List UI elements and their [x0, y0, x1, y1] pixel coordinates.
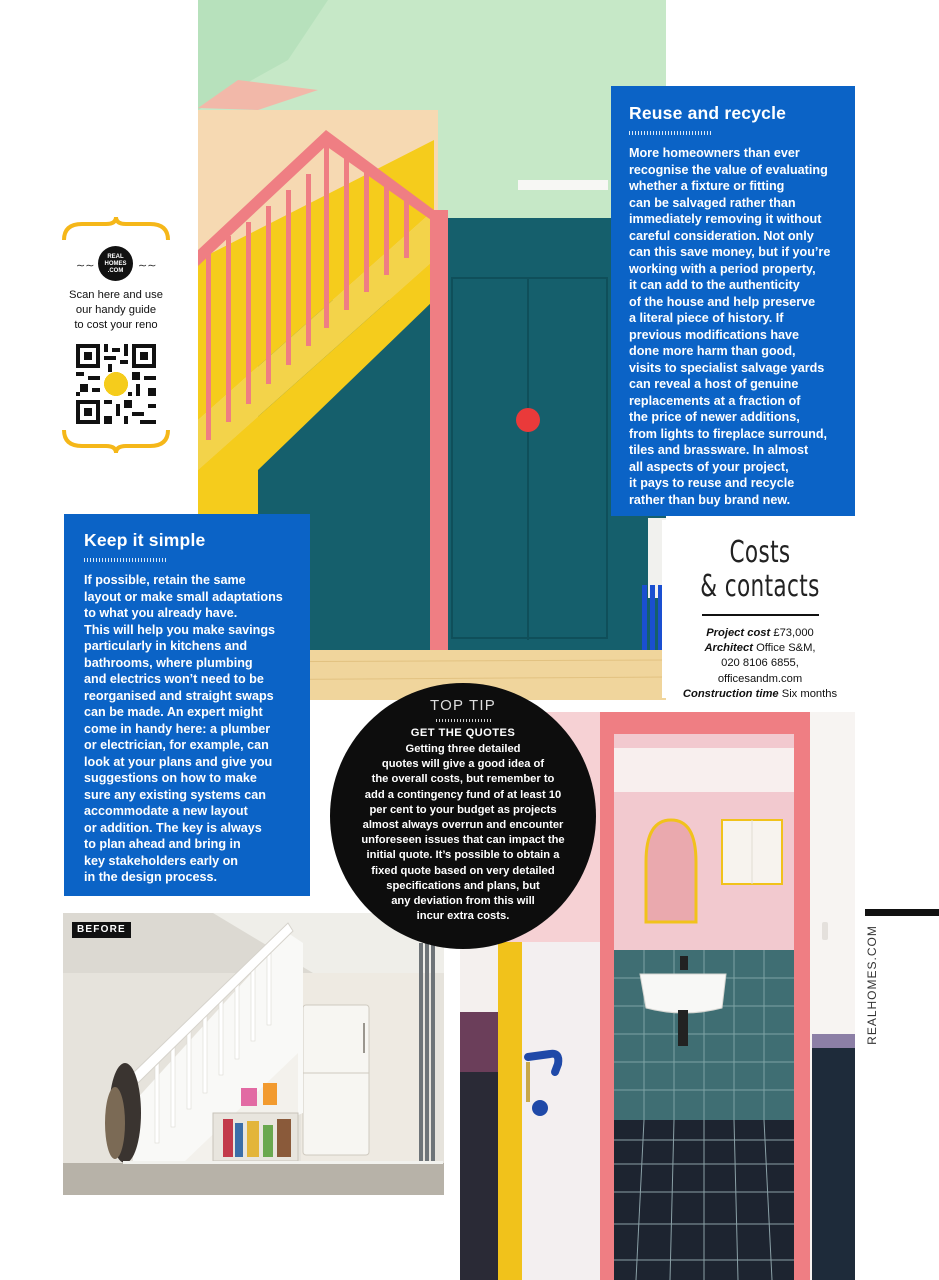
- reuse-body: More homeowners than ever recognise the value of evaluating whether a fixture or fitting can be salvaged rather than immediately removing it without careful consideration. Not only can this save money, but if you’re working with a period property, it can add to the authenticity of the house and help preserve a literal piece of history. If previous modifications have done more harm than good, visits to specialist salvage yards can reveal a host of genuine replacements at a fraction of the price of newer additions, from lights to fireplace surround, tiles and brassware. In almost all aspects of your project, it pays to reuse and recycle rather than buy brand new.: [629, 146, 831, 507]
- top-tip-circle: [330, 683, 596, 949]
- simple-dotted-rule: [84, 558, 168, 562]
- construction-time-label: Construction time: [682, 687, 779, 700]
- top-tip-heading: GET THE QUOTES: [410, 727, 516, 739]
- wave-icon: ∼∼: [138, 260, 157, 272]
- top-bracket-icon: [62, 216, 170, 242]
- architect-website: officesandm.com: [717, 672, 803, 685]
- reuse-dotted-rule: [629, 131, 713, 135]
- top-tip-title: TOP TIP: [430, 697, 496, 714]
- reuse-title: Reuse and recycle: [629, 103, 787, 123]
- costs-and-contacts: [662, 520, 858, 698]
- bottom-bracket-icon: [62, 428, 170, 454]
- project-cost-value: £73,000: [773, 627, 814, 639]
- reuse-and-recycle-box: [611, 86, 855, 516]
- project-cost-label: Project cost: [706, 627, 771, 639]
- before-staircase-illustration: [63, 913, 444, 1195]
- simple-body: If possible, retain the same layout or make small adaptations to what you already have. This will help you make savings particularly in kitchens and bathrooms, where plumbing and electrics won’t need to be reorganised and straight swaps can be made. An expert might come in handy here: a plumber or electrician, for example, can look at your plans and give you suggestions on how to make sure any existing systems can accommodate a new layout or addition. The key is always to plan ahead and bring in key stakeholders early on in the design process.: [84, 573, 283, 884]
- architect-label: Architect: [704, 642, 753, 655]
- top-tip-body: Getting three detailed quotes will give a good idea of the overall costs, but remember to add a contingency fund of at least 10 per cent to your budget as projects almost always overrun and encounter unforeseen issues that can impact the initial quote. It’s possible to obtain a fixed quote based on very detailed specifications and plans, but any deviation from this will incur extra costs.: [361, 743, 565, 923]
- costs-title: Costs & contacts: [700, 535, 820, 604]
- costs-rule: [702, 614, 819, 616]
- site-side-label: REALHOMES.COM: [865, 925, 879, 1045]
- before-tag: BEFORE: [72, 922, 131, 938]
- before-photo-staircase: [63, 913, 444, 1195]
- architect-phone: 020 8106 6855,: [721, 657, 799, 670]
- construction-time-value: Six months: [781, 687, 838, 700]
- realhomes-logo: REAL HOMES .COM: [98, 246, 133, 281]
- costs-details: [662, 626, 858, 702]
- scan-qr-panel[interactable]: [60, 216, 172, 462]
- simple-title: Keep it simple: [84, 530, 206, 550]
- architect-value: Office S&M,: [756, 642, 816, 655]
- wave-icon: ∼∼: [76, 260, 95, 272]
- top-tip-dotted-rule: [436, 719, 491, 722]
- qr-code-icon[interactable]: [76, 344, 156, 424]
- scan-text: Scan here and use our handy guide to cost your reno: [69, 289, 163, 331]
- side-black-bar: [865, 909, 939, 916]
- keep-it-simple-box: [64, 514, 310, 896]
